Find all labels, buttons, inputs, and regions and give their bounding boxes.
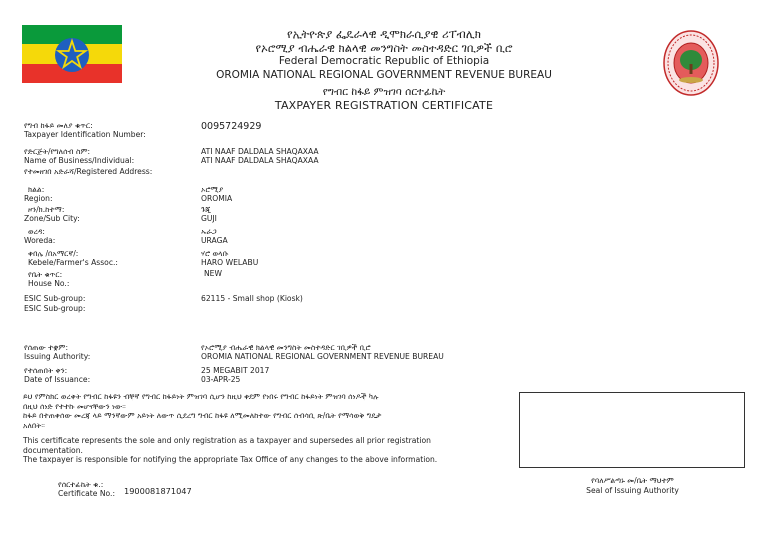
- statement-english-line-2: documentation.: [23, 445, 83, 455]
- statement-amharic-line-4: አለበት።: [23, 420, 45, 430]
- kebele-value-amharic: ሃሮ ወላቡ: [201, 249, 229, 258]
- woreda-label-amharic: ወረዳ:: [28, 227, 45, 236]
- certificate-number-label: Certificate No.:: [58, 489, 116, 498]
- statement-amharic-line-2: በዚህ ሰነድ የተተኩ መሆናቸውን ነው።: [23, 401, 126, 411]
- esic-subgroup-value: 62115 - Small shop (Kiosk): [201, 294, 303, 303]
- house-number-label: House No.:: [28, 279, 70, 288]
- esic-subgroup-label-2: ESIC Sub-group:: [24, 304, 86, 313]
- region-label: Region:: [24, 194, 53, 203]
- business-name-label: Name of Business/Individual:: [24, 156, 135, 165]
- house-number-value: NEW: [204, 269, 222, 278]
- certificate-number-value: 1900081871047: [124, 486, 192, 496]
- business-name-value: ATI NAAF DALDALA SHAQAXAA: [201, 147, 319, 156]
- seal-box: [519, 392, 745, 468]
- esic-subgroup-label: ESIC Sub-group:: [24, 294, 86, 303]
- region-value-amharic: ኦሮሚያ: [201, 185, 224, 194]
- kebele-label-amharic: ቀበሌ /በአማርኛ/:: [28, 249, 79, 258]
- business-name-value-2: ATI NAAF DALDALA SHAQAXAA: [201, 156, 319, 165]
- zone-value: GUJI: [201, 214, 217, 223]
- region-value: OROMIA: [201, 194, 233, 203]
- zone-label-amharic: ዞን/ክ.ከተማ:: [28, 205, 65, 214]
- header-amharic-line-1: የኢትዮጵያ ፌዴራላዊ ዲሞክራሲያዊ ሪፐብሊክ: [287, 27, 481, 41]
- ethiopian-flag: [22, 25, 122, 83]
- certificate-title: TAXPAYER REGISTRATION CERTIFICATE: [274, 99, 494, 112]
- kebele-label: Kebele/Farmer's Assoc.:: [28, 258, 118, 267]
- issue-date-value-ethiopian: 25 MEGABIT 2017: [201, 366, 270, 375]
- certificate-number-label-amharic: የሰርተፊኬት ቁ.:: [58, 480, 104, 489]
- statement-english-line-1: This certificate represents the sole and only registration as a taxpayer and supersedes all prior registration: [23, 436, 431, 445]
- issue-date-value: 03-APR-25: [201, 375, 241, 384]
- issuing-authority-value: OROMIA NATIONAL REGIONAL GOVERNMENT REVENUE BUREAU: [201, 352, 444, 361]
- woreda-label: Woreda:: [24, 236, 56, 245]
- zone-value-amharic: ጉጂ: [201, 205, 211, 214]
- issuing-authority-label: Issuing Authority:: [24, 352, 91, 361]
- star-emblem-icon: [52, 35, 92, 75]
- statement-amharic-line-3: ከፋይ በተጠቀሰው መረጃ ላይ ማንኛውም አይነት ለውጥ ሲደረግ ግብር ከፋዩ ለሚመለከተው የግብር ሰብሳቢ ጽ/ቤት የማሳወቅ ግዴታ: [23, 411, 382, 420]
- issue-date-label-amharic: የተሰጠበት ቀን:: [24, 366, 68, 375]
- kebele-value: HARO WELABU: [201, 258, 259, 267]
- registered-address-label: የተመዘገበ አድራሻ/Registered Address:: [24, 167, 153, 176]
- header-country-name: Federal Democratic Republic of Ethiopia: [278, 55, 490, 67]
- issuing-authority-value-amharic: የኦሮሚያ ብሔራዊ ክልላዊ መንግስት መስተዳድር ገቢዎች ቢሮ: [201, 343, 371, 352]
- oromia-seal-icon: [663, 30, 719, 96]
- statement-amharic-line-1: ይህ የምስክር ወረቀት የግብር ከፋዩን ብቸኛ የግብር ከፋይነት ምዝገባ ሲሆን ከዚህ ቀደም የነበሩ የግብር ከፋይነት ምዝገባ ሰነዶች ካሉ: [23, 392, 379, 401]
- seal-label-amharic: የባለሥልጣኑ መ/ቤት ማህተም: [591, 476, 674, 485]
- statement-amharic: [23, 392, 503, 430]
- zone-label: Zone/Sub City:: [24, 214, 80, 223]
- seal-label: Seal of Issuing Authority: [586, 486, 679, 495]
- tin-value: 0095724929: [201, 121, 262, 132]
- issue-date-label: Date of Issuance:: [24, 375, 91, 384]
- woreda-value: URAGA: [201, 236, 228, 245]
- statement-english: [23, 436, 503, 465]
- tin-label-amharic: የግብ ከፋይ መለያ ቁጥር:: [24, 121, 93, 130]
- house-number-label-amharic: የቤት ቁጥር:: [28, 270, 63, 279]
- business-name-label-amharic: የድርጅት/የግለሰብ ስም:: [24, 147, 91, 156]
- issuing-authority-label-amharic: የሰጠው ተቋም:: [24, 343, 69, 352]
- region-label-amharic: ክልል:: [28, 185, 45, 194]
- certificate-title-amharic: የግብር ከፋይ ምዝገባ ሰርተፊኬት: [322, 86, 446, 98]
- tin-label: Taxpayer Identification Number:: [24, 130, 146, 139]
- header-bureau-name: OROMIA NATIONAL REGIONAL GOVERNMENT REVENUE BUREAU: [216, 69, 552, 81]
- woreda-value-amharic: ኡራጋ: [201, 227, 217, 236]
- statement-english-line-3: The taxpayer is responsible for notifying the appropriate Tax Office of any changes to the above information.: [23, 455, 438, 464]
- header-amharic-line-2: የኦሮሚያ ብሔራዊ ክልላዊ መንግስት መስተዳድር ገቢዎች ቢሮ: [255, 41, 513, 55]
